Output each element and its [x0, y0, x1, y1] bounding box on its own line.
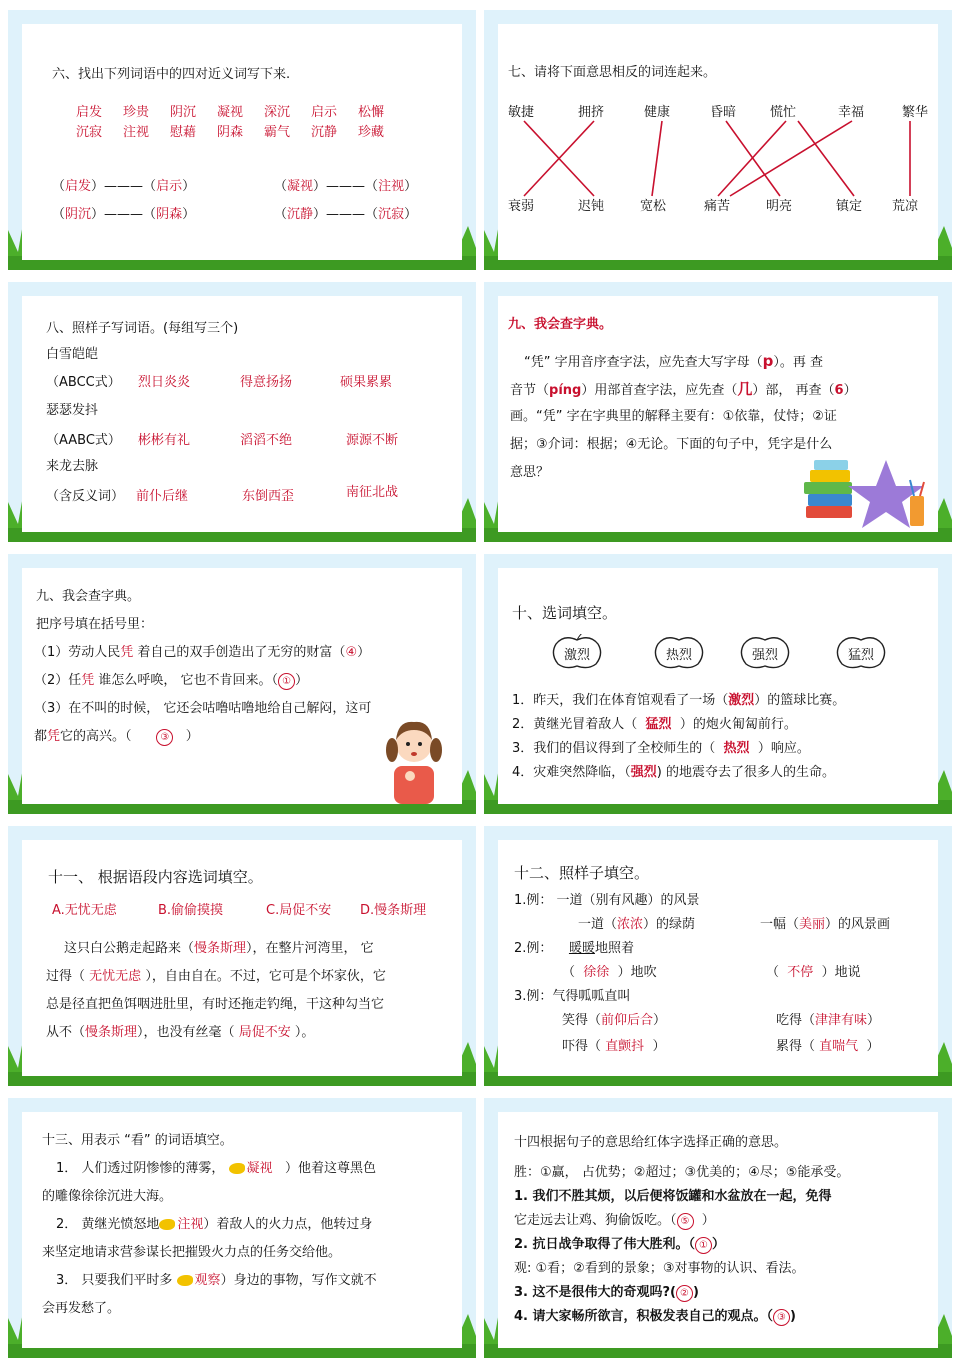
- answer-line: 吓得（ 直颤抖 ）: [562, 1039, 666, 1054]
- girl-illustration: [384, 710, 444, 804]
- slide-card: [498, 296, 938, 532]
- slide-card: [498, 1112, 938, 1348]
- question: （1）劳动人民凭 着自己的双手创造出了无穷的财富（④）: [34, 645, 371, 660]
- dictionary-text: 意思？: [510, 465, 550, 480]
- pattern-answer: 烈日炎炎: [138, 375, 191, 390]
- slide-look-words: [8, 1098, 476, 1358]
- slide-dictionary-1: [484, 282, 952, 542]
- answer-line: 累得（ 直喘气 ）: [776, 1039, 880, 1054]
- question: 会再发愁了。: [42, 1301, 121, 1316]
- books-star-illustration: [798, 456, 934, 532]
- word: 阴沉: [170, 105, 197, 120]
- slide-title: 十二、照样子填空。: [514, 864, 650, 882]
- slide-dictionary-2: [8, 554, 476, 814]
- example-line: 2.例： 暖暖地照着: [514, 941, 634, 956]
- word-apple: [834, 634, 888, 670]
- pattern-answer: 源源不断: [346, 433, 399, 448]
- question: 2．黄继光冒着敌人（ 猛烈 ）的炮火匍匐前行。: [512, 717, 797, 732]
- pattern-label: （AABC式）: [46, 433, 121, 448]
- slide-paragraph-fill: [8, 826, 476, 1086]
- slide-card: [22, 296, 462, 532]
- antonym-bottom-word: 宽松: [640, 199, 667, 214]
- instruction: 把序号填在括号里：: [36, 617, 154, 632]
- word: 阴森: [217, 125, 244, 140]
- question: 2. 抗日战争取得了伟大胜利。（ ① ）: [514, 1237, 726, 1252]
- question: 的雕像徐徐沉进大海。: [42, 1189, 173, 1204]
- slide-title: 十四根据句子的意思给红体字选择正确的意思。: [514, 1135, 788, 1150]
- slide-synonyms: [8, 10, 476, 270]
- word-option: 强烈: [751, 648, 778, 663]
- match-line: [652, 121, 662, 196]
- word-option: 激烈: [563, 648, 590, 663]
- question: 4. 请大家畅所欲言，积极发表自己的观点。（ ③ ): [514, 1309, 796, 1324]
- antonym-bottom-word: 衰弱: [508, 199, 535, 214]
- slide-card: [498, 568, 938, 804]
- question: （2）任凭 谁怎么呼唤， 它也不肯回来。（ ① ）: [34, 673, 309, 688]
- pattern-answer: 彬彬有礼: [138, 433, 191, 448]
- word: 启发: [76, 105, 103, 120]
- slide-title: 十三、用表示 “看” 的词语填空。: [42, 1133, 233, 1148]
- antonym-top-word: 幸福: [838, 105, 865, 120]
- question: 4．灾难突然降临，（强烈) 的地震夺去了很多人的生命。: [512, 765, 836, 780]
- slide-title: 七、请将下面意思相反的词连起来。: [508, 65, 717, 80]
- paragraph-line: 这只白公鹅走起路来（慢条斯理），在整片河湾里， 它: [64, 941, 374, 956]
- word: 沉寂: [76, 125, 103, 140]
- pattern-answer: 南征北战: [346, 485, 399, 500]
- dictionary-text: 音节（píng）用部首查字法，应先查（几）部， 再查（6）: [510, 380, 857, 398]
- slide-title: 九、我会查字典。: [36, 589, 141, 604]
- slide-card: [498, 24, 938, 260]
- example-line: 3.例：气得呱呱直叫: [514, 989, 631, 1004]
- word-apple: [652, 634, 706, 670]
- antonym-top-word: 健康: [644, 105, 671, 120]
- word-apple: [550, 634, 604, 670]
- question: 来坚定地请求营参谋长把摧毁火力点的任务交给他。: [42, 1245, 342, 1260]
- word: 慰藉: [170, 125, 197, 140]
- answer-line: 吃得（津津有味）: [776, 1013, 881, 1028]
- question: 3．我们的倡议得到了全校师生的（ 热烈 ）响应。: [512, 741, 810, 756]
- word: 松懈: [358, 105, 385, 120]
- question: 3． 只要我们平时多 观察）身边的事物，写作文就不: [56, 1273, 377, 1288]
- pattern-example: 白雪皑皑: [46, 347, 99, 362]
- match-line: [730, 121, 852, 196]
- word: 霸气: [264, 125, 291, 140]
- antonym-top-word: 慌忙: [770, 105, 797, 120]
- word: 珍贵: [123, 105, 150, 120]
- pattern-label: （ABCC式）: [46, 375, 121, 390]
- word-apple: [738, 634, 792, 670]
- bird-icon: [159, 1219, 175, 1230]
- slide-title: 十、选词填空。: [512, 604, 618, 622]
- slide-title: 八、照样子写词语。(每组写三个): [46, 321, 239, 336]
- pattern-example: 瑟瑟发抖: [46, 403, 99, 418]
- slide-card: [22, 568, 462, 804]
- matching-lines: [498, 24, 938, 260]
- pattern-answer: 滔滔不绝: [240, 433, 293, 448]
- question: 1． 人们透过阴惨惨的薄雾， 凝视 ）他着这尊黑色: [56, 1161, 376, 1176]
- definition-line: 观: ①看；②看到的景象；③对事物的认识、看法。: [514, 1261, 805, 1276]
- slide-card: [498, 840, 938, 1076]
- word: 启示: [311, 105, 338, 120]
- answer-line: （ 不停 ）地说: [766, 965, 861, 980]
- word-option: 猛烈: [847, 648, 874, 663]
- question: 2． 黄继光愤怒地 注视）着敌人的火力点，他转过身: [56, 1217, 373, 1232]
- synonym-pair-2: （凝视）———（注视）: [274, 179, 418, 194]
- word: 凝视: [217, 105, 244, 120]
- option: D.慢条斯理: [360, 903, 427, 918]
- slide-title: 九、我会查字典。: [508, 317, 613, 332]
- synonym-pair-4: （沉静）———（沉寂）: [274, 207, 418, 222]
- antonym-top-word: 拥挤: [578, 105, 605, 120]
- antonym-top-word: 敏捷: [508, 105, 535, 120]
- bird-icon: [229, 1163, 245, 1174]
- slide-fill-words: [484, 554, 952, 814]
- antonym-bottom-word: 镇定: [836, 199, 863, 214]
- pattern-answer: 硕果累累: [340, 375, 393, 390]
- antonym-top-word: 昏暗: [710, 105, 737, 120]
- answer-line: （ 徐徐 ）地吹: [562, 965, 657, 980]
- pattern-label: （含反义词）: [46, 489, 125, 504]
- dictionary-text: 据；③介词：根据；④无论。下面的句子中，凭字是什么: [510, 437, 833, 452]
- option: B.偷偷摸摸: [158, 903, 224, 918]
- definition-line: 胜：①赢， 占优势；②超过；③优美的；④尽；⑤能承受。: [514, 1165, 850, 1180]
- paragraph-line: 总是径直把鱼饵咽进肚里，有时还拖走钓绳，干这种勾当它: [46, 997, 385, 1012]
- antonym-top-word: 繁华: [902, 105, 929, 120]
- slide-word-patterns: [8, 282, 476, 542]
- option: A.无忧无虑: [52, 903, 117, 918]
- synonym-pair-1: （启发）———（启示）: [52, 179, 196, 194]
- pattern-example: 来龙去脉: [46, 459, 99, 474]
- question: 1. 我们不胜其烦，以后便将饭罐和水盆放在一起，免得: [514, 1189, 832, 1204]
- slide-card: [22, 840, 462, 1076]
- answer-line: 一道（浓浓）的绿荫: [578, 917, 696, 932]
- slide-red-word-meaning: [484, 1098, 952, 1358]
- question: 都凭它的高兴。（ ③ ）: [34, 729, 199, 744]
- antonym-bottom-word: 迟钝: [578, 199, 605, 214]
- question: （3）在不叫的时候， 它还会咕噜咕噜地给自己解闷，这可: [34, 701, 372, 716]
- paragraph-line: 从不（慢条斯理），也没有丝毫（ 局促不安 ）。: [46, 1025, 315, 1040]
- paragraph-line: 过得（ 无忧无虑 ），自由自在。不过，它可是个坏家伙，它: [46, 969, 386, 984]
- example-line: 1.例： 一道（别有风趣）的风景: [514, 893, 700, 908]
- slide-title: 六、找出下列词语中的四对近义词写下来.: [52, 67, 291, 82]
- antonym-bottom-word: 明亮: [766, 199, 793, 214]
- option: C.局促不安: [266, 903, 332, 918]
- slide-antonyms: [484, 10, 952, 270]
- bird-icon: [177, 1275, 193, 1286]
- word: 珍藏: [358, 125, 385, 140]
- pattern-answer: 得意扬扬: [240, 375, 293, 390]
- pattern-answer: 前仆后继: [136, 489, 189, 504]
- slide-imitate-fill: [484, 826, 952, 1086]
- match-line: [798, 121, 854, 196]
- question: 1．昨天，我们在体育馆观看了一场（激烈）的篮球比赛。: [512, 693, 846, 708]
- answer-line: 笑得（前仰后合）: [562, 1013, 667, 1028]
- match-line: [718, 121, 786, 196]
- question: 它走远去让鸡、狗偷饭吃。（ ⑤ ）: [514, 1213, 715, 1228]
- answer-line: 一幅（美丽）的风景画: [760, 917, 891, 932]
- pattern-answer: 东倒西歪: [242, 489, 295, 504]
- slide-title: 十一、 根据语段内容选词填空。: [48, 868, 263, 886]
- synonym-pair-3: （阴沉）———（阴森）: [52, 207, 196, 222]
- antonym-bottom-word: 荒凉: [892, 199, 919, 214]
- slide-card: [22, 1112, 462, 1348]
- word: 沉静: [311, 125, 338, 140]
- word-option: 热烈: [665, 648, 692, 663]
- slide-card: [22, 24, 462, 260]
- antonym-bottom-word: 痛苦: [704, 199, 731, 214]
- word: 注视: [123, 125, 150, 140]
- dictionary-text: 画。“凭” 字在字典里的解释主要有：①依靠，仗恃；②证: [510, 409, 837, 424]
- question: 3. 这不是很伟大的奇观吗?( ② ): [514, 1285, 699, 1300]
- dictionary-text: “凭” 字用音序查字法，应先查大写字母（p）。再 查: [524, 352, 823, 370]
- word: 深沉: [264, 105, 291, 120]
